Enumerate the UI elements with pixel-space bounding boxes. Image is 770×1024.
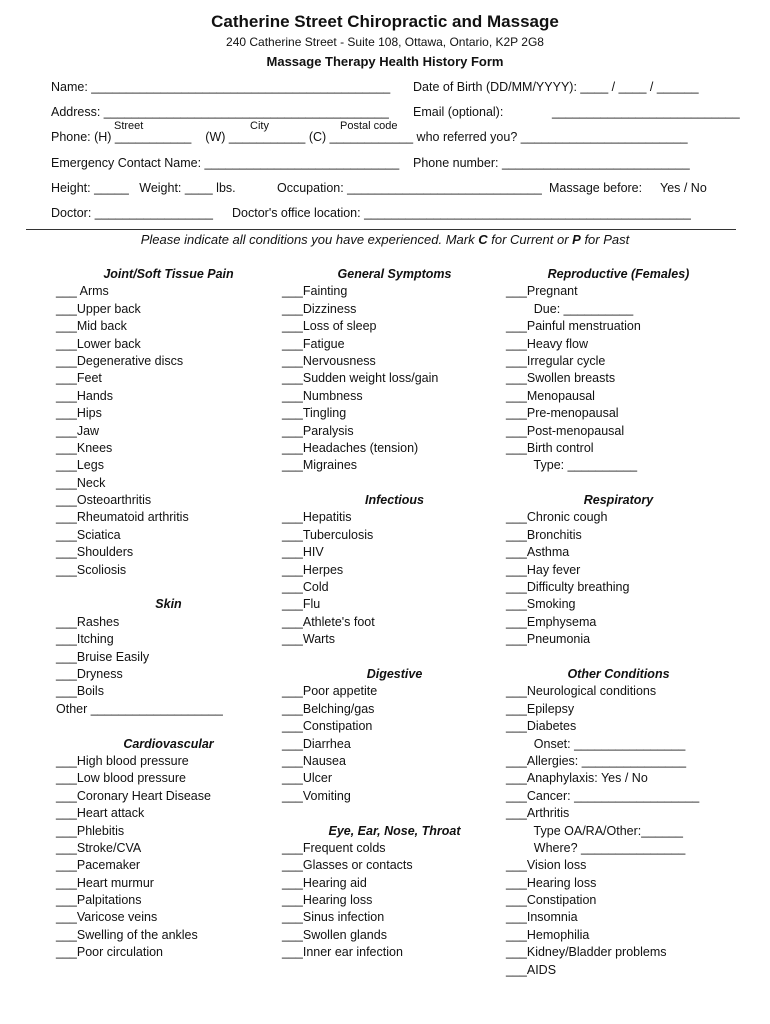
condition-item[interactable]: ___Menopausal: [506, 388, 595, 403]
name-field[interactable]: Name: ___________________________________________: [51, 80, 391, 94]
condition-item[interactable]: ___Itching: [56, 632, 114, 647]
condition-item[interactable]: ___Hips: [56, 406, 102, 421]
condition-item[interactable]: ___Mid back: [56, 319, 127, 334]
address-field[interactable]: Address: _________________________________________: [51, 105, 389, 119]
condition-item[interactable]: ___Emphysema: [506, 614, 597, 629]
condition-item[interactable]: ___Nausea: [282, 753, 346, 768]
condition-item[interactable]: ___Inner ear infection: [282, 945, 403, 960]
condition-item[interactable]: ___Low blood pressure: [56, 771, 186, 786]
dob-field[interactable]: Date of Birth (DD/MM/YYYY): ____ / ____ / ______: [413, 80, 699, 94]
condition-item[interactable]: ___Rheumatoid arthritis: [56, 510, 189, 525]
condition-item[interactable]: Due: __________: [506, 301, 634, 316]
condition-item[interactable]: ___Swelling of the ankles: [56, 927, 198, 942]
condition-item[interactable]: Where? _______________: [506, 840, 686, 855]
condition-item[interactable]: ___Swollen breasts: [506, 371, 616, 386]
condition-item[interactable]: ___Constipation: [506, 893, 597, 908]
condition-item[interactable]: ___Bronchitis: [506, 527, 582, 542]
condition-item[interactable]: ___Hepatitis: [282, 510, 352, 525]
condition-item[interactable]: ___Rashes: [56, 614, 120, 629]
condition-item[interactable]: ___Phlebitis: [56, 823, 125, 838]
section-spacer: [282, 805, 507, 822]
section-heading: Joint/Soft Tissue Pain: [103, 267, 234, 281]
section-heading: Other Conditions: [567, 666, 670, 681]
condition-item[interactable]: ___Vomiting: [282, 788, 351, 803]
condition-item[interactable]: ___Neurological conditions: [506, 684, 657, 699]
condition-item[interactable]: ___Sinus infection: [282, 910, 385, 925]
condition-item[interactable]: ___Belching/gas: [282, 701, 375, 716]
condition-item[interactable]: ___AIDS: [506, 962, 557, 977]
condition-item[interactable]: ___High blood pressure: [56, 753, 189, 768]
condition-item[interactable]: ___Difficulty breathing: [506, 580, 630, 595]
condition-item[interactable]: ___Athlete's foot: [282, 614, 375, 629]
condition-item[interactable]: ___Fatigue: [282, 336, 345, 351]
massage-before-yes-no[interactable]: Yes / No: [660, 181, 707, 195]
condition-item[interactable]: ___Nervousness: [282, 353, 376, 368]
condition-item[interactable]: ___Warts: [282, 632, 336, 647]
condition-item[interactable]: ___Varicose veins: [56, 910, 158, 925]
section-spacer: [56, 579, 281, 596]
condition-item[interactable]: ___Hearing aid: [282, 875, 367, 890]
conditions-column-1: [56, 266, 281, 962]
condition-item[interactable]: Type OA/RA/Other:______: [506, 823, 683, 838]
instructions: Please indicate all conditions you have experienced. Mark C for Current or P for Past: [140, 232, 630, 247]
condition-item[interactable]: ___Shoulders: [56, 545, 134, 560]
clinic-title: Catherine Street Chiropractic and Massage: [211, 12, 559, 31]
massage-before-label: Massage before:: [549, 181, 643, 195]
condition-item[interactable]: ___Jaw: [56, 423, 100, 438]
condition-item[interactable]: ___Knees: [56, 440, 113, 455]
section-spacer: [282, 475, 507, 492]
condition-item[interactable]: ___Paralysis: [282, 423, 354, 438]
condition-item[interactable]: ___Anaphylaxis: Yes / No: [506, 771, 648, 786]
condition-item[interactable]: ___Heart attack: [56, 806, 145, 821]
clinic-address: 240 Catherine Street - Suite 108, Ottawa, Ontario, K2P 2G8: [226, 35, 544, 49]
condition-item[interactable]: ___Scoliosis: [56, 562, 127, 577]
section-spacer: [506, 649, 731, 666]
condition-item[interactable]: ___Hands: [56, 388, 113, 403]
condition-item[interactable]: ___Smoking: [506, 597, 576, 612]
condition-item[interactable]: ___Allergies: _______________: [506, 753, 687, 768]
condition-item[interactable]: ___Legs: [56, 458, 104, 473]
condition-item[interactable]: ___Flu: [282, 597, 321, 612]
condition-item[interactable]: ___Post-menopausal: [506, 423, 625, 438]
section-heading: Skin: [155, 597, 182, 612]
conditions-column-3: [506, 266, 731, 979]
section-spacer: [506, 475, 731, 492]
condition-item[interactable]: ___Dizziness: [282, 301, 357, 316]
condition-item[interactable]: ___Poor appetite: [282, 684, 378, 699]
condition-item[interactable]: ___Hearing loss: [506, 875, 597, 890]
condition-item[interactable]: ___Birth control: [506, 440, 594, 455]
height-weight-field[interactable]: Height: _____ Weight: ____ lbs.: [51, 181, 236, 195]
condition-item[interactable]: ___Painful menstruation: [506, 319, 641, 334]
condition-item[interactable]: ___Ulcer: [282, 771, 333, 786]
condition-item[interactable]: ___HIV: [282, 545, 324, 560]
condition-item[interactable]: ___Dryness: [56, 666, 123, 681]
condition-item[interactable]: ___Sudden weight loss/gain: [282, 371, 439, 386]
condition-item[interactable]: ___Coronary Heart Disease: [56, 788, 211, 803]
condition-item[interactable]: ___Pneumonia: [506, 632, 591, 647]
condition-item[interactable]: ___Numbness: [282, 388, 363, 403]
condition-item[interactable]: ___Neck: [56, 475, 106, 490]
condition-item[interactable]: ___Arthritis: [506, 806, 570, 821]
condition-item[interactable]: ___Lower back: [56, 336, 141, 351]
section-heading: Reproductive (Females): [547, 267, 690, 281]
condition-item[interactable]: ___Cold: [282, 580, 329, 595]
section-spacer: [282, 649, 507, 666]
condition-item[interactable]: Type: __________: [506, 458, 638, 473]
email-label: Email (optional):: [413, 105, 504, 119]
condition-item[interactable]: ___Herpes: [282, 562, 344, 577]
condition-item[interactable]: ___Hemophilia: [506, 927, 590, 942]
condition-item[interactable]: ___Vision loss: [506, 858, 587, 873]
condition-item[interactable]: ___Loss of sleep: [282, 319, 377, 334]
condition-item[interactable]: ___Bruise Easily: [56, 649, 150, 664]
condition-item[interactable]: ___Kidney/Bladder problems: [506, 945, 667, 960]
condition-item[interactable]: ___Asthma: [506, 545, 570, 560]
occupation-field[interactable]: Occupation: ____________________________: [277, 181, 542, 195]
condition-item[interactable]: ___Migraines: [282, 458, 358, 473]
condition-item[interactable]: ___Diabetes: [506, 719, 577, 734]
condition-item[interactable]: ___Osteoarthritis: [56, 493, 152, 508]
section-heading: Infectious: [364, 493, 425, 508]
postal-code-caption: Postal code: [340, 120, 398, 132]
current-marker: C: [478, 232, 488, 247]
condition-item[interactable]: ___Stroke/CVA: [56, 840, 142, 855]
doctor-field[interactable]: Doctor: _________________: [51, 206, 213, 220]
condition-item[interactable]: ___Pregnant: [506, 284, 578, 299]
section-spacer: [56, 718, 281, 735]
condition-item[interactable]: ___Degenerative discs: [56, 353, 184, 368]
condition-item[interactable]: Other ___________________: [56, 701, 223, 716]
condition-item[interactable]: ___Irregular cycle: [506, 353, 606, 368]
condition-item[interactable]: ___Glasses or contacts: [282, 858, 413, 873]
condition-item[interactable]: ___Heart murmur: [56, 875, 154, 890]
condition-item[interactable]: ___Heavy flow: [506, 336, 588, 351]
condition-item[interactable]: ___Diarrhea: [282, 736, 351, 751]
doctor-office-field[interactable]: Doctor's office location: _______________________________________________: [232, 206, 691, 220]
condition-item[interactable]: ___Headaches (tension): [282, 440, 419, 455]
condition-item[interactable]: ___Sciatica: [56, 527, 121, 542]
condition-item[interactable]: ___Swollen glands: [282, 927, 387, 942]
condition-item[interactable]: ___Epilepsy: [506, 701, 575, 716]
condition-item[interactable]: ___Insomnia: [506, 910, 578, 925]
condition-item[interactable]: ___Frequent colds: [282, 840, 386, 855]
form-title: Massage Therapy Health History Form: [266, 54, 504, 69]
past-marker: P: [572, 232, 581, 247]
condition-item[interactable]: ___Hay fever: [506, 562, 581, 577]
condition-item[interactable]: ___Constipation: [282, 719, 373, 734]
condition-item[interactable]: ___Boils: [56, 684, 104, 699]
emergency-contact-field[interactable]: Emergency Contact Name: ____________________________: [51, 156, 400, 170]
condition-item[interactable]: ___Poor circulation: [56, 945, 164, 960]
divider-line: [26, 229, 736, 230]
emergency-phone-field[interactable]: Phone number: ___________________________: [413, 156, 690, 170]
condition-item[interactable]: ___Tingling: [282, 406, 347, 421]
condition-item[interactable]: ___Pacemaker: [56, 858, 141, 873]
section-heading: General Symptoms: [337, 267, 452, 281]
section-heading: Eye, Ear, Nose, Throat: [328, 823, 461, 838]
condition-item[interactable]: ___Feet: [56, 371, 102, 386]
condition-item[interactable]: ___Pre-menopausal: [506, 406, 619, 421]
phone-field[interactable]: Phone: (H) ___________ (W) ___________ (C) ____________ who referred you? ________________________: [51, 130, 688, 144]
email-field[interactable]: ___________________________: [552, 105, 740, 119]
condition-item[interactable]: ___Cancer: __________________: [506, 788, 700, 803]
section-heading: Respiratory: [583, 493, 654, 508]
section-heading: Cardiovascular: [123, 736, 214, 751]
condition-item[interactable]: Onset: ________________: [506, 736, 686, 751]
condition-item[interactable]: ___Hearing loss: [282, 893, 373, 908]
section-heading: Digestive: [366, 666, 423, 681]
condition-item[interactable]: ___Tuberculosis: [282, 527, 374, 542]
city-caption: City: [250, 120, 269, 132]
condition-item[interactable]: ___ Arms: [56, 284, 109, 299]
street-caption: Street: [114, 120, 144, 132]
condition-item[interactable]: ___Chronic cough: [506, 510, 608, 525]
condition-item[interactable]: ___Fainting: [282, 284, 348, 299]
condition-item[interactable]: ___Upper back: [56, 301, 141, 316]
condition-item[interactable]: ___Palpitations: [56, 893, 142, 908]
conditions-column-2: [282, 266, 507, 962]
